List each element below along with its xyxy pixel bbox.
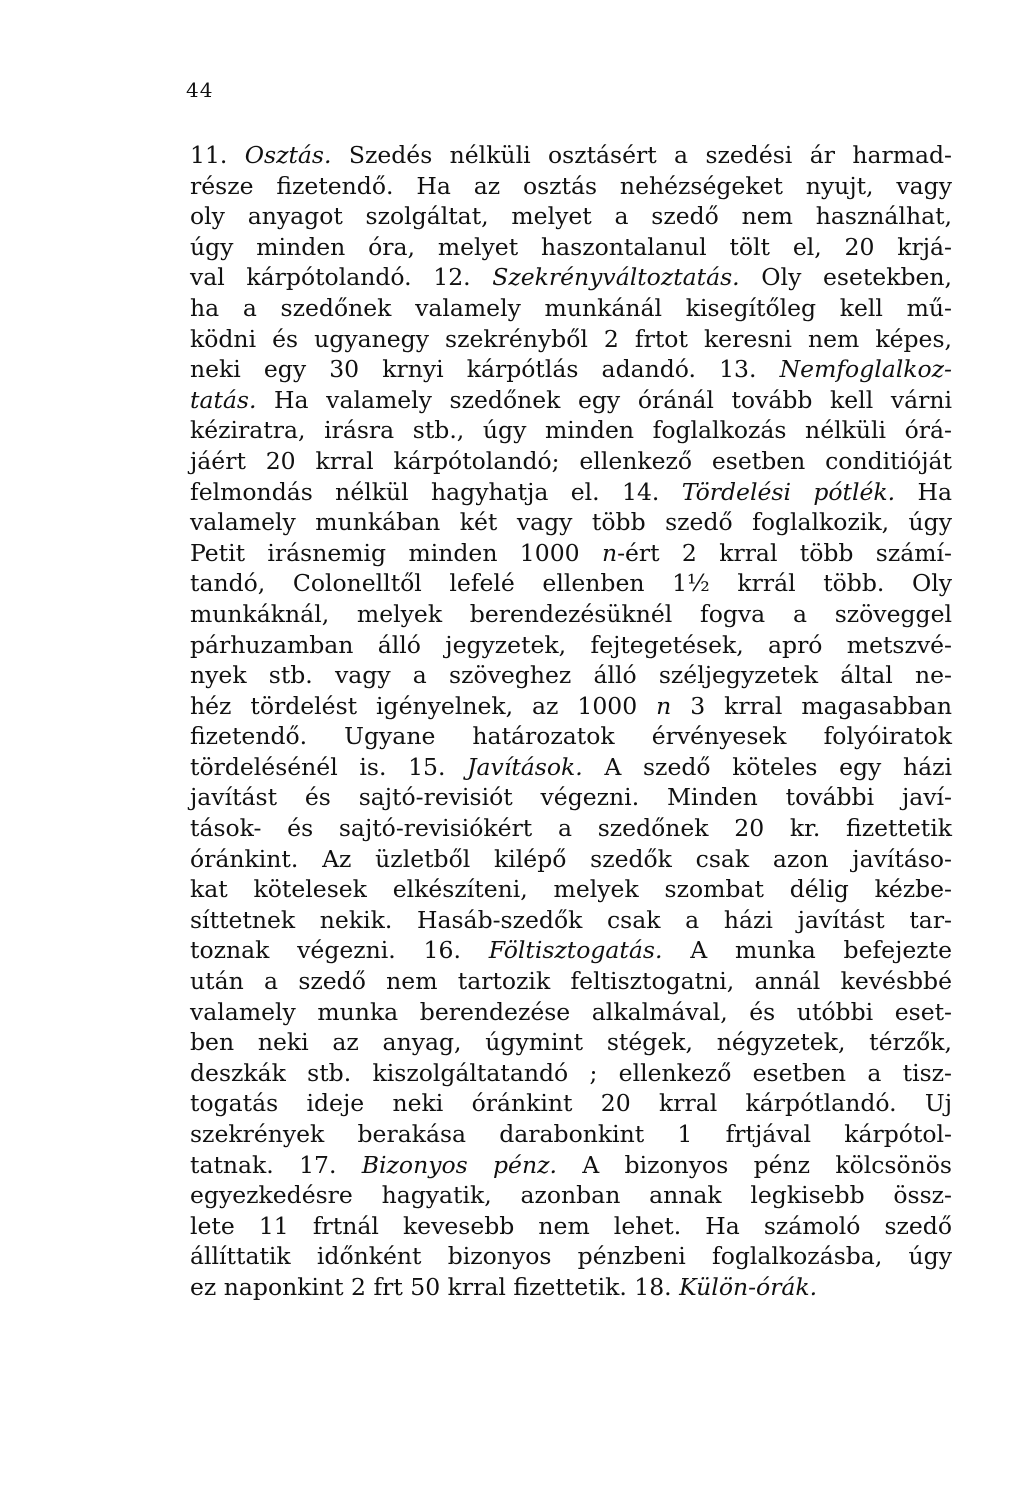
text-run: tördelésénél is. 15. [190, 752, 468, 781]
text-line [190, 1211, 952, 1242]
text-run: 3 krral magasabban [671, 691, 952, 720]
text-line [190, 630, 952, 661]
text-line [190, 813, 952, 844]
text-run: fizetendő. Ugyane határozatok érvényesek folyóiratok [190, 722, 952, 751]
text-run: 11. [190, 141, 245, 169]
text-run: neki egy 30 krnyi kárpótlás adandó. 13. [190, 355, 780, 384]
text-line [190, 1119, 952, 1150]
text-run: tandó, Colonelltől lefelé ellenben 1½ krrál több. Oly [190, 569, 952, 598]
text-line [190, 1058, 952, 1089]
italic-heading: n [656, 691, 672, 720]
text-run: ben neki az anyag, úgymint stégek, négyzetek, térzők, [190, 1028, 952, 1057]
text-run: ködni és ugyanegy szekrényből 2 frtot keresni nem képes, [190, 324, 952, 353]
text-line [190, 354, 952, 385]
text-run: jáért 20 krral kárpótolandó; ellenkező esetben conditióját [190, 446, 952, 475]
page-number: 44 [186, 78, 214, 102]
text-line [190, 874, 952, 905]
text-line [190, 997, 952, 1028]
italic-heading: Bizonyos pénz. [361, 1150, 557, 1179]
text-line [190, 538, 952, 569]
text-run: ha a szedőnek valamely munkánál kisegítőleg kell mű- [190, 293, 952, 322]
text-line [190, 844, 952, 875]
text-run: állíttatik időnként bizonyos pénzbeni foglalkozásba, úgy [190, 1242, 952, 1271]
text-run: párhuzamban álló jegyzetek, fejtegetések, apró metszvé- [190, 630, 952, 659]
text-line [190, 1241, 952, 1272]
text-line [190, 201, 952, 232]
text-run: -ért 2 krral több számí- [617, 538, 952, 567]
italic-heading: Osztás. [244, 141, 332, 169]
text-run: A bizonyos pénz kölcsönös [556, 1150, 952, 1179]
text-run: val kárpótolandó. 12. [190, 263, 493, 292]
text-run: lete 11 frtnál kevesebb nem lehet. Ha számoló szedő [190, 1211, 952, 1240]
text-run: valamely munka berendezése alkalmával, és utóbbi eset- [190, 997, 952, 1026]
text-run: Szedés nélküli osztásért a szedési ár harmad- [331, 141, 952, 169]
italic-heading: Nemfoglalkoz- [779, 355, 952, 384]
text-run: tások- és sajtó-revisiókért a szedőnek 20 kr. fizettetik [190, 814, 952, 843]
text-line [190, 262, 952, 293]
text-line [190, 385, 952, 416]
text-line [190, 721, 952, 752]
text-run: síttetnek nekik. Hasáb-szedők csak a házi javítást tar- [190, 905, 952, 934]
text-line [190, 140, 952, 171]
text-run: kat kötelesek elkészíteni, melyek szombat délig kézbe- [190, 875, 952, 904]
text-line [190, 1180, 952, 1211]
text-line [190, 752, 952, 783]
italic-heading: Külön-órák. [679, 1272, 818, 1301]
text-run: héz tördelést igényelnek, az 1000 [190, 691, 657, 720]
text-run: oly anyagot szolgáltat, melyet a szedő nem használhat, [190, 202, 952, 231]
text-run: úgy minden óra, melyet haszontalanul tölt el, 20 krjá- [190, 232, 952, 261]
text-line [190, 1088, 952, 1119]
text-run: deszkák stb. kiszolgáltatandó ; ellenkező esetben a tisz- [190, 1058, 952, 1087]
text-run: egyezkedésre hagyatik, azonban annak legkisebb össz- [190, 1181, 952, 1210]
text-line [190, 599, 952, 630]
text-line [190, 446, 952, 477]
text-run: tatnak. 17. [190, 1150, 362, 1179]
text-line [190, 1150, 952, 1181]
text-line [190, 966, 952, 997]
text-line [190, 324, 952, 355]
text-line [190, 568, 952, 599]
text-run: togatás ideje neki óránkint 20 krral kárpótlandó. Uj [190, 1089, 952, 1118]
italic-heading: Javítások. [467, 752, 583, 781]
text-run: toznak végezni. 16. [190, 936, 489, 965]
text-run: javítást és sajtó-revisiót végezni. Minden további javí- [190, 783, 952, 812]
text-line [190, 660, 952, 691]
text-line [190, 507, 952, 538]
italic-heading: Szekrényváltoztatás. [492, 263, 740, 292]
text-run: után a szedő nem tartozik feltisztogatni, annál kevésbbé [190, 967, 952, 996]
text-run: kéziratra, irásra stb., úgy minden foglalkozás nélküli órá- [190, 416, 952, 445]
text-line [190, 691, 952, 722]
text-line [190, 935, 952, 966]
text-run: valamely munkában két vagy több szedő foglalkozik, úgy [190, 508, 952, 537]
text-run: Oly esetekben, [739, 263, 952, 292]
text-run: Ha [895, 477, 953, 506]
text-line [190, 905, 952, 936]
text-run: felmondás nélkül hagyhatja el. 14. [190, 477, 682, 506]
body-text [190, 140, 952, 1303]
text-line [190, 293, 952, 324]
text-line [190, 171, 952, 202]
text-line [190, 1027, 952, 1058]
text-run: Ha valamely szedőnek egy óránál tovább kell várni [256, 385, 952, 414]
italic-heading: Tördelési pótlék. [681, 477, 896, 506]
italic-heading: Föltisztogatás. [488, 936, 663, 965]
text-line [190, 477, 952, 508]
italic-heading: n [601, 538, 618, 567]
text-run: ez naponkint 2 frt 50 krral fizettetik. 18. [190, 1272, 680, 1301]
text-run: óránkint. Az üzletből kilépő szedők csak azon javításo- [190, 844, 952, 873]
text-run: szekrények berakása darabonkint 1 frtjával kárpótol- [190, 1120, 952, 1148]
italic-heading: tatás. [190, 385, 257, 414]
text-line [190, 232, 952, 263]
text-line [190, 1272, 952, 1303]
text-run: Petit irásnemig minden 1000 [190, 538, 602, 567]
text-run: A szedő köteles egy házi [582, 752, 952, 781]
text-run: része fizetendő. Ha az osztás nehézségeket nyujt, vagy [190, 171, 952, 200]
text-run: A munka befejezte [662, 936, 953, 965]
text-run: nyek stb. vagy a szöveghez álló széljegyzetek által ne- [190, 661, 952, 690]
text-line [190, 782, 952, 813]
text-line [190, 415, 952, 446]
text-run: munkáknál, melyek berendezésüknél fogva a szöveggel [190, 599, 952, 628]
